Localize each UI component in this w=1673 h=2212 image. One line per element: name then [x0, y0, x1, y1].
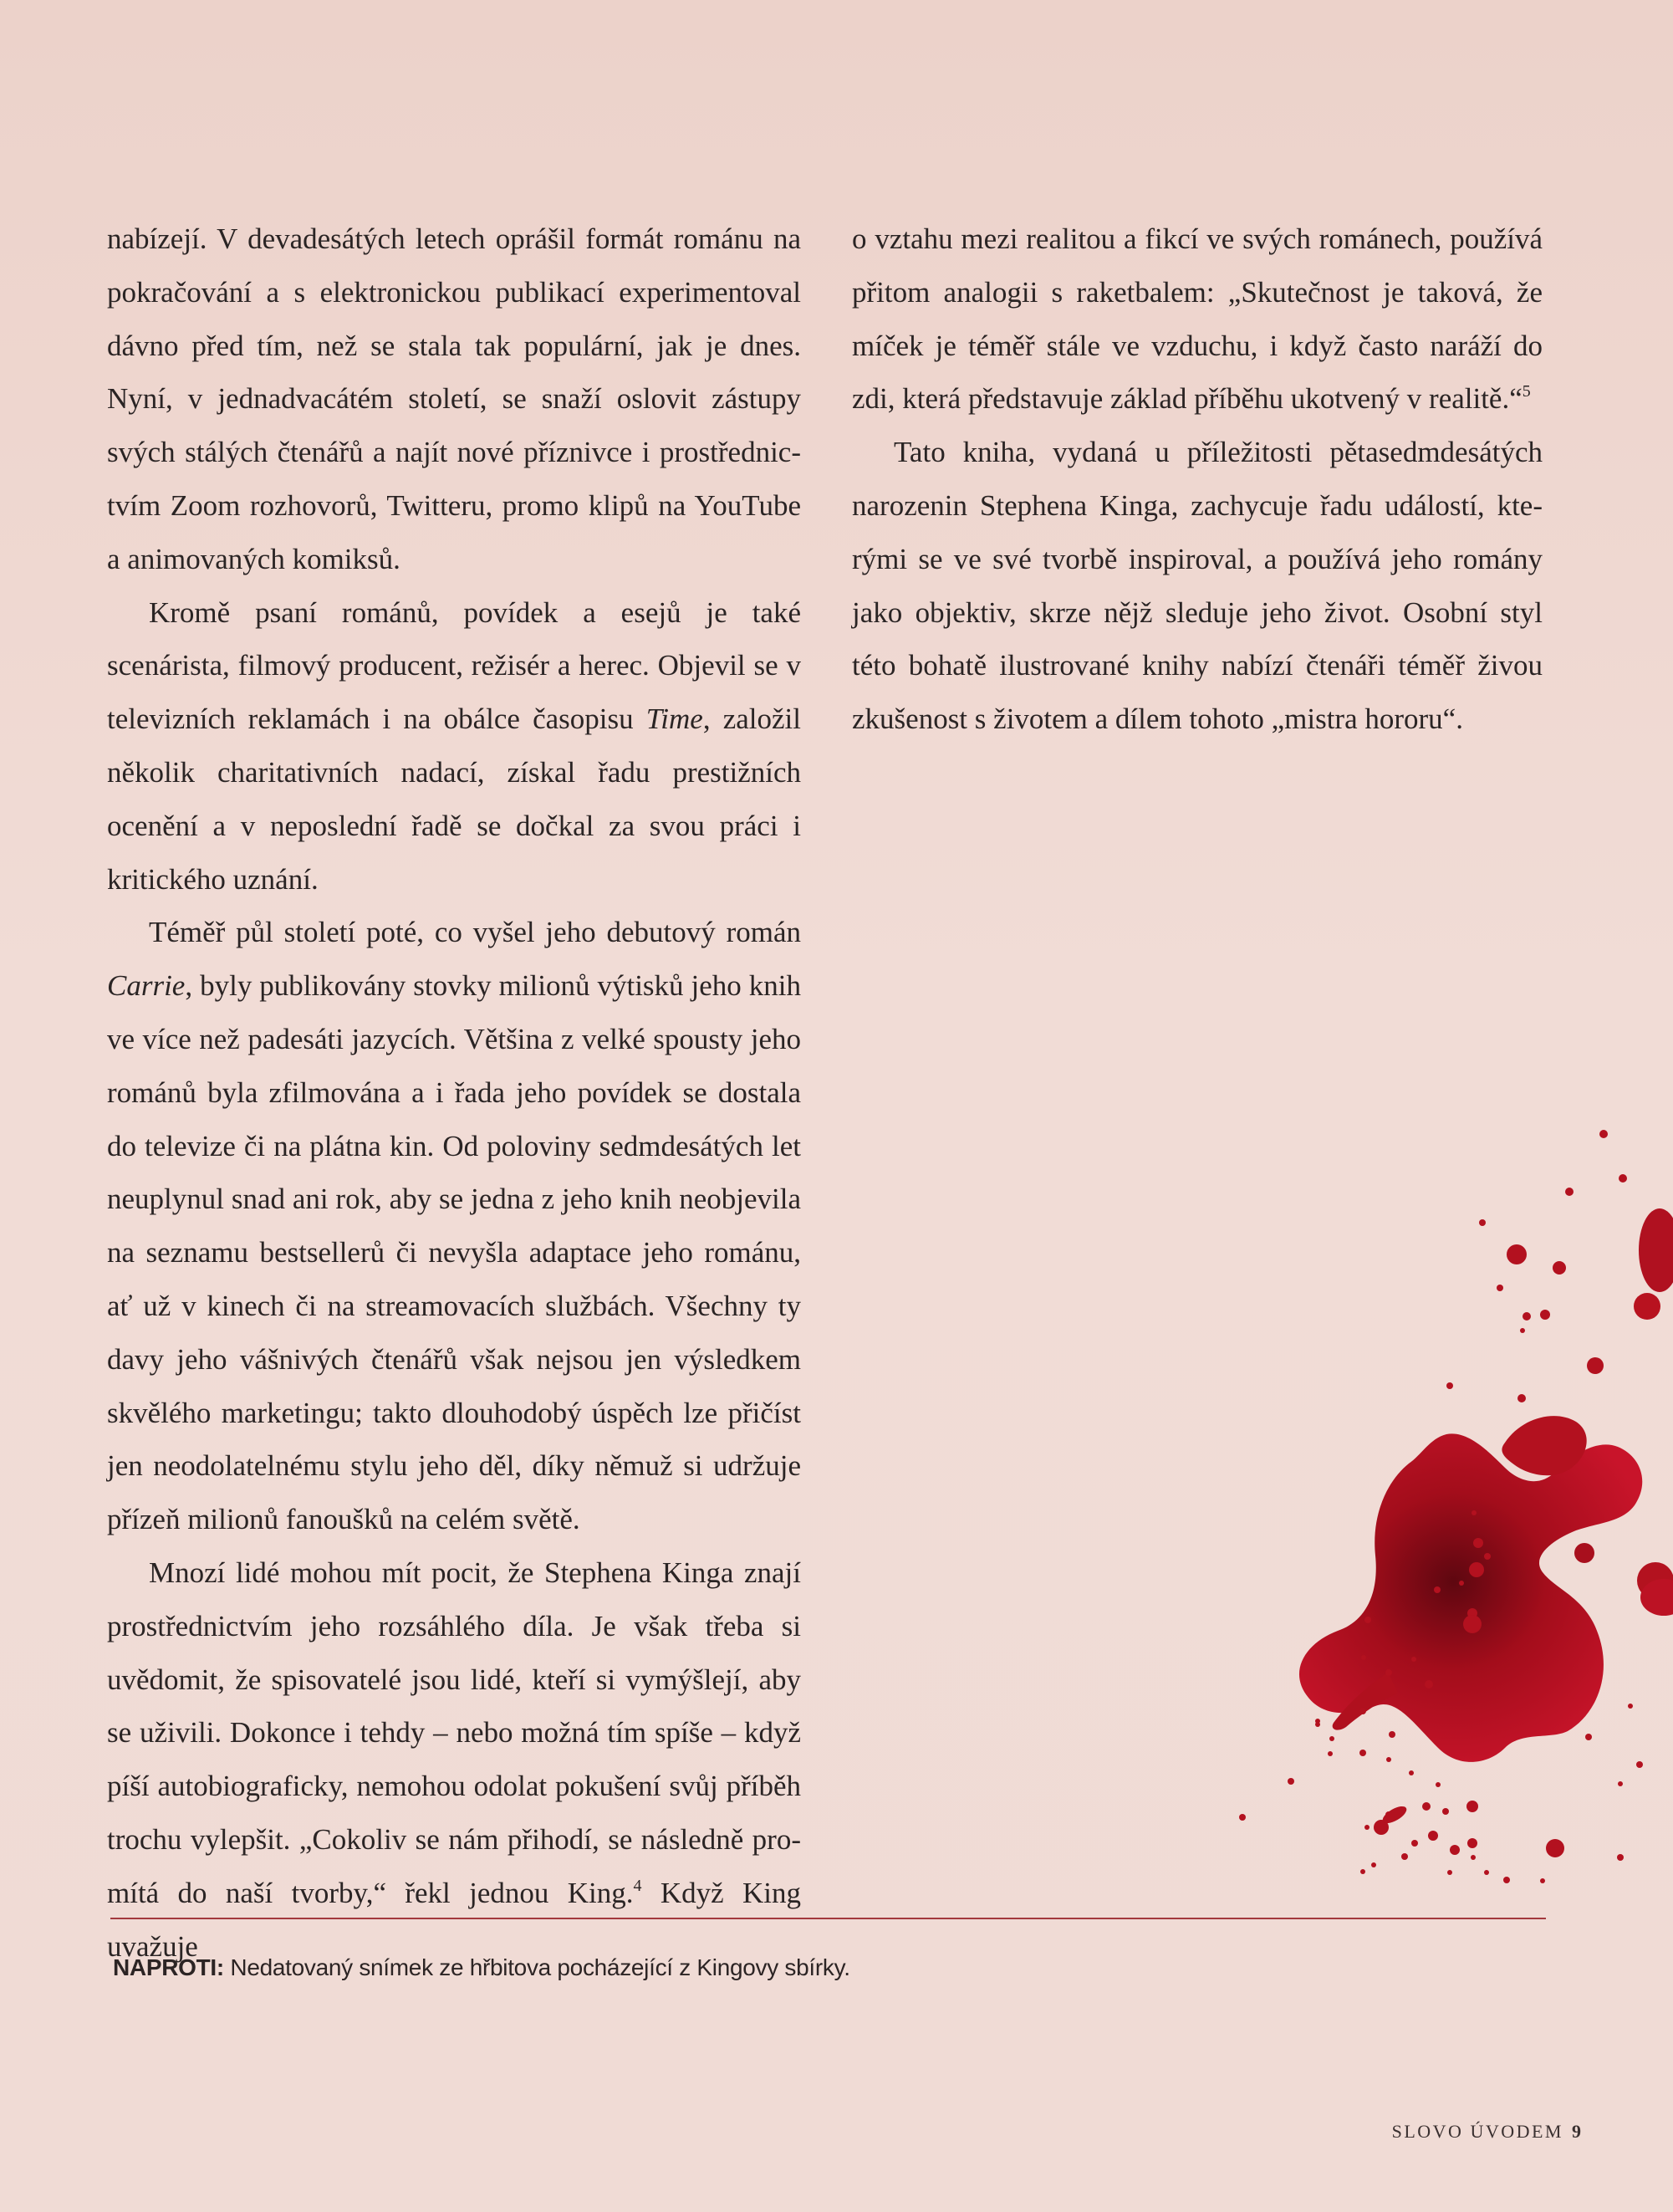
blood-drop	[1484, 1870, 1489, 1875]
text-column-right	[852, 212, 1543, 746]
blood-drop	[1503, 1877, 1510, 1883]
body-paragraph	[852, 426, 1543, 746]
text-run: , založil několik charitativních nadací, získal řadu prestižních ocenění a v neposlední řadě se dočkal za svou práci i kritického uznání.	[107, 702, 801, 896]
blood-drop	[1364, 1825, 1370, 1830]
blood-drop	[1329, 1736, 1334, 1741]
blood-drop	[1466, 1801, 1478, 1812]
book-title-italic: Carrie	[107, 969, 186, 1003]
caption-divider	[110, 1918, 1546, 1919]
body-paragraph	[107, 906, 801, 1546]
blood-drop	[1422, 1802, 1431, 1811]
running-head: SLOVO ÚVODEM	[1391, 2121, 1563, 2142]
blood-drop	[1469, 1842, 1474, 1847]
blood-drop	[1447, 1870, 1452, 1875]
blood-drop	[1619, 1174, 1627, 1183]
blood-drop	[1471, 1855, 1476, 1860]
blood-drop	[1401, 1853, 1408, 1860]
blood-drop	[1520, 1328, 1525, 1333]
blood-drop	[1639, 1208, 1673, 1292]
blood-drop	[1359, 1708, 1366, 1714]
blood-drop	[1442, 1808, 1449, 1815]
blood-drop	[1459, 1581, 1464, 1586]
blood-drop	[1239, 1814, 1246, 1821]
blood-drop	[1473, 1538, 1483, 1548]
body-paragraph	[107, 1546, 801, 1973]
blood-drop	[1425, 1680, 1433, 1688]
blood-drop	[1636, 1761, 1643, 1768]
blood-drop	[1479, 1219, 1486, 1226]
blood-drop	[1585, 1734, 1592, 1740]
blood-drop	[1523, 1312, 1531, 1321]
text-run: Mnozí lidé mohou mít pocit, že Stephena Kinga znají prostřednictvím jeho rozsáhlého díla. Je však třeba si uvědomit, že spisovatelé jsou lidé, kteří si vymýšlejí, aby se uživili. Dokonce i tehdy – nebo možná tím spíše – když píší autobiograficky, nemohou odolat pokušení svůj příběh trochu vylepšit. „Cokoliv se nám přihodí, se následně promítá do naší tvorby,“ řekl jednou King.	[107, 1556, 801, 1909]
text-run: , byly publikovány stovky milionů výtisků jeho knih ve více než padesáti jazycích. Většina z velké spousty jeho románů byla zfilmována a i řada jeho povídek se dostala do televize či na plátna kin. Od poloviny sedmdesátých let neuplynul snad ani rok, aby se jedna z jeho knih neobjevila na seznamu bestsellerů či nevyšla adaptace jeho románu, ať už v kinech či na streamovacích službách. Všechny ty davy jeho vášnivých čtenářů však nejsou jen výsledkem skvělého marketingu; takto dlouhodobý úspěch lze přičíst jen neodolatelnému stylu jeho děl, díky němuž si udržuje přízeň milionů fanoušků na celém světě.	[107, 969, 801, 1536]
blood-drop	[1472, 1510, 1477, 1515]
blood-drop	[1409, 1770, 1414, 1775]
blood-drop	[1436, 1782, 1441, 1787]
blood-drop	[1360, 1869, 1365, 1874]
blood-splatter-shapes	[1239, 1130, 1673, 1883]
footnote-marker: 4	[633, 1876, 642, 1895]
blood-drop	[1634, 1293, 1660, 1320]
blood-drop	[1434, 1586, 1441, 1593]
blood-drop	[1497, 1285, 1503, 1291]
blood-drop	[1517, 1394, 1526, 1402]
book-title-italic: Time	[645, 702, 703, 736]
text-run: o vztahu mezi realitou a fikcí ve svých románech, používá přitom analogii s raketbalem: „Skutečnost je taková, že míček je téměř stále ve vzduchu, i když často naráží do zdi, která představuje základ příběhu ukotvený v realitě.“	[852, 222, 1543, 416]
blood-drop	[1450, 1845, 1460, 1855]
text-run: Kromě psaní románů, povídek a esejů je také scenárista, filmový producent, režisér a herec. Objevil se v televizních reklamách i na obálce časopisu	[107, 595, 801, 736]
blood-drop	[1389, 1731, 1395, 1738]
blood-drop	[1540, 1878, 1545, 1883]
blood-drop	[1371, 1862, 1376, 1867]
blood-drop	[1463, 1615, 1482, 1633]
blood-drop	[1411, 1657, 1416, 1662]
blood-drop	[1469, 1562, 1484, 1577]
blood-drop	[1617, 1854, 1624, 1861]
blood-drop	[1385, 1669, 1392, 1676]
blood-drop	[1565, 1188, 1574, 1196]
text-run: nabízejí. V devadesátých letech oprášil formát románu na pokračování a s elektronickou publikací experimentoval dávno před tím, než se stala tak populární, jak je dnes. Nyní, v jednadvacátém století, se snaží oslovit zástupy svých stálých čtenářů a najít nové příznivce i prostřednictvím Zoom rozhovorů, Twitteru, promo klipů na YouTube a animovaných komiksů.	[107, 222, 801, 575]
blood-drop	[1628, 1704, 1633, 1709]
blood-drop	[1574, 1543, 1594, 1563]
blood-drop	[1484, 1553, 1491, 1560]
blood-drop	[1446, 1382, 1453, 1389]
page-footer	[1392, 2121, 1581, 2143]
caption-label: NAPROTI:	[113, 1954, 224, 1980]
blood-drop	[1587, 1357, 1604, 1374]
body-paragraph	[852, 212, 1543, 426]
body-paragraph	[107, 586, 801, 907]
blood-drop	[1540, 1310, 1550, 1320]
footnote-marker: 5	[1522, 382, 1531, 401]
caption-text: Nedatovaný snímek ze hřbitova pocházející z Kingovy sbírky.	[223, 1954, 850, 1980]
blood-drop	[1553, 1261, 1566, 1275]
blood-drop	[1428, 1831, 1438, 1841]
page-number: 9	[1572, 2121, 1581, 2142]
blood-drop	[1546, 1839, 1564, 1857]
blood-drop	[1599, 1130, 1608, 1138]
text-run: Tato kniha, vydaná u příležitosti pětasedmdesátých narozenin Stephena Kinga, zachycuje řadu událostí, kterými se ve své tvorbě inspiroval, a používá jeho romány jako objektiv, skrze nějž sleduje jeho život. Osobní styl této bohatě ilustrované knihy nabízí čtenáři téměř živou zkušenost s životem a dílem tohoto „mistra hororu“.	[852, 436, 1543, 736]
blood-drop	[1507, 1244, 1527, 1264]
blood-drop	[1386, 1757, 1391, 1762]
blood-drop	[1288, 1778, 1294, 1785]
text-column-left	[107, 212, 801, 1973]
text-run: Když King uvažuje	[107, 1876, 802, 1963]
blood-drop	[1411, 1840, 1418, 1847]
blood-drop	[1328, 1751, 1333, 1756]
blood-drop	[1315, 1722, 1320, 1727]
text-run: Téměř půl století poté, co vyšel jeho debutový román	[149, 916, 801, 949]
blood-drop	[1364, 1617, 1371, 1623]
blood-drop	[1359, 1750, 1366, 1756]
body-paragraph	[107, 212, 801, 586]
blood-drop	[1361, 1655, 1366, 1660]
blood-splatter-illustration	[1087, 1087, 1673, 1923]
figure-caption	[113, 1954, 1534, 1981]
blood-drop	[1618, 1781, 1623, 1786]
